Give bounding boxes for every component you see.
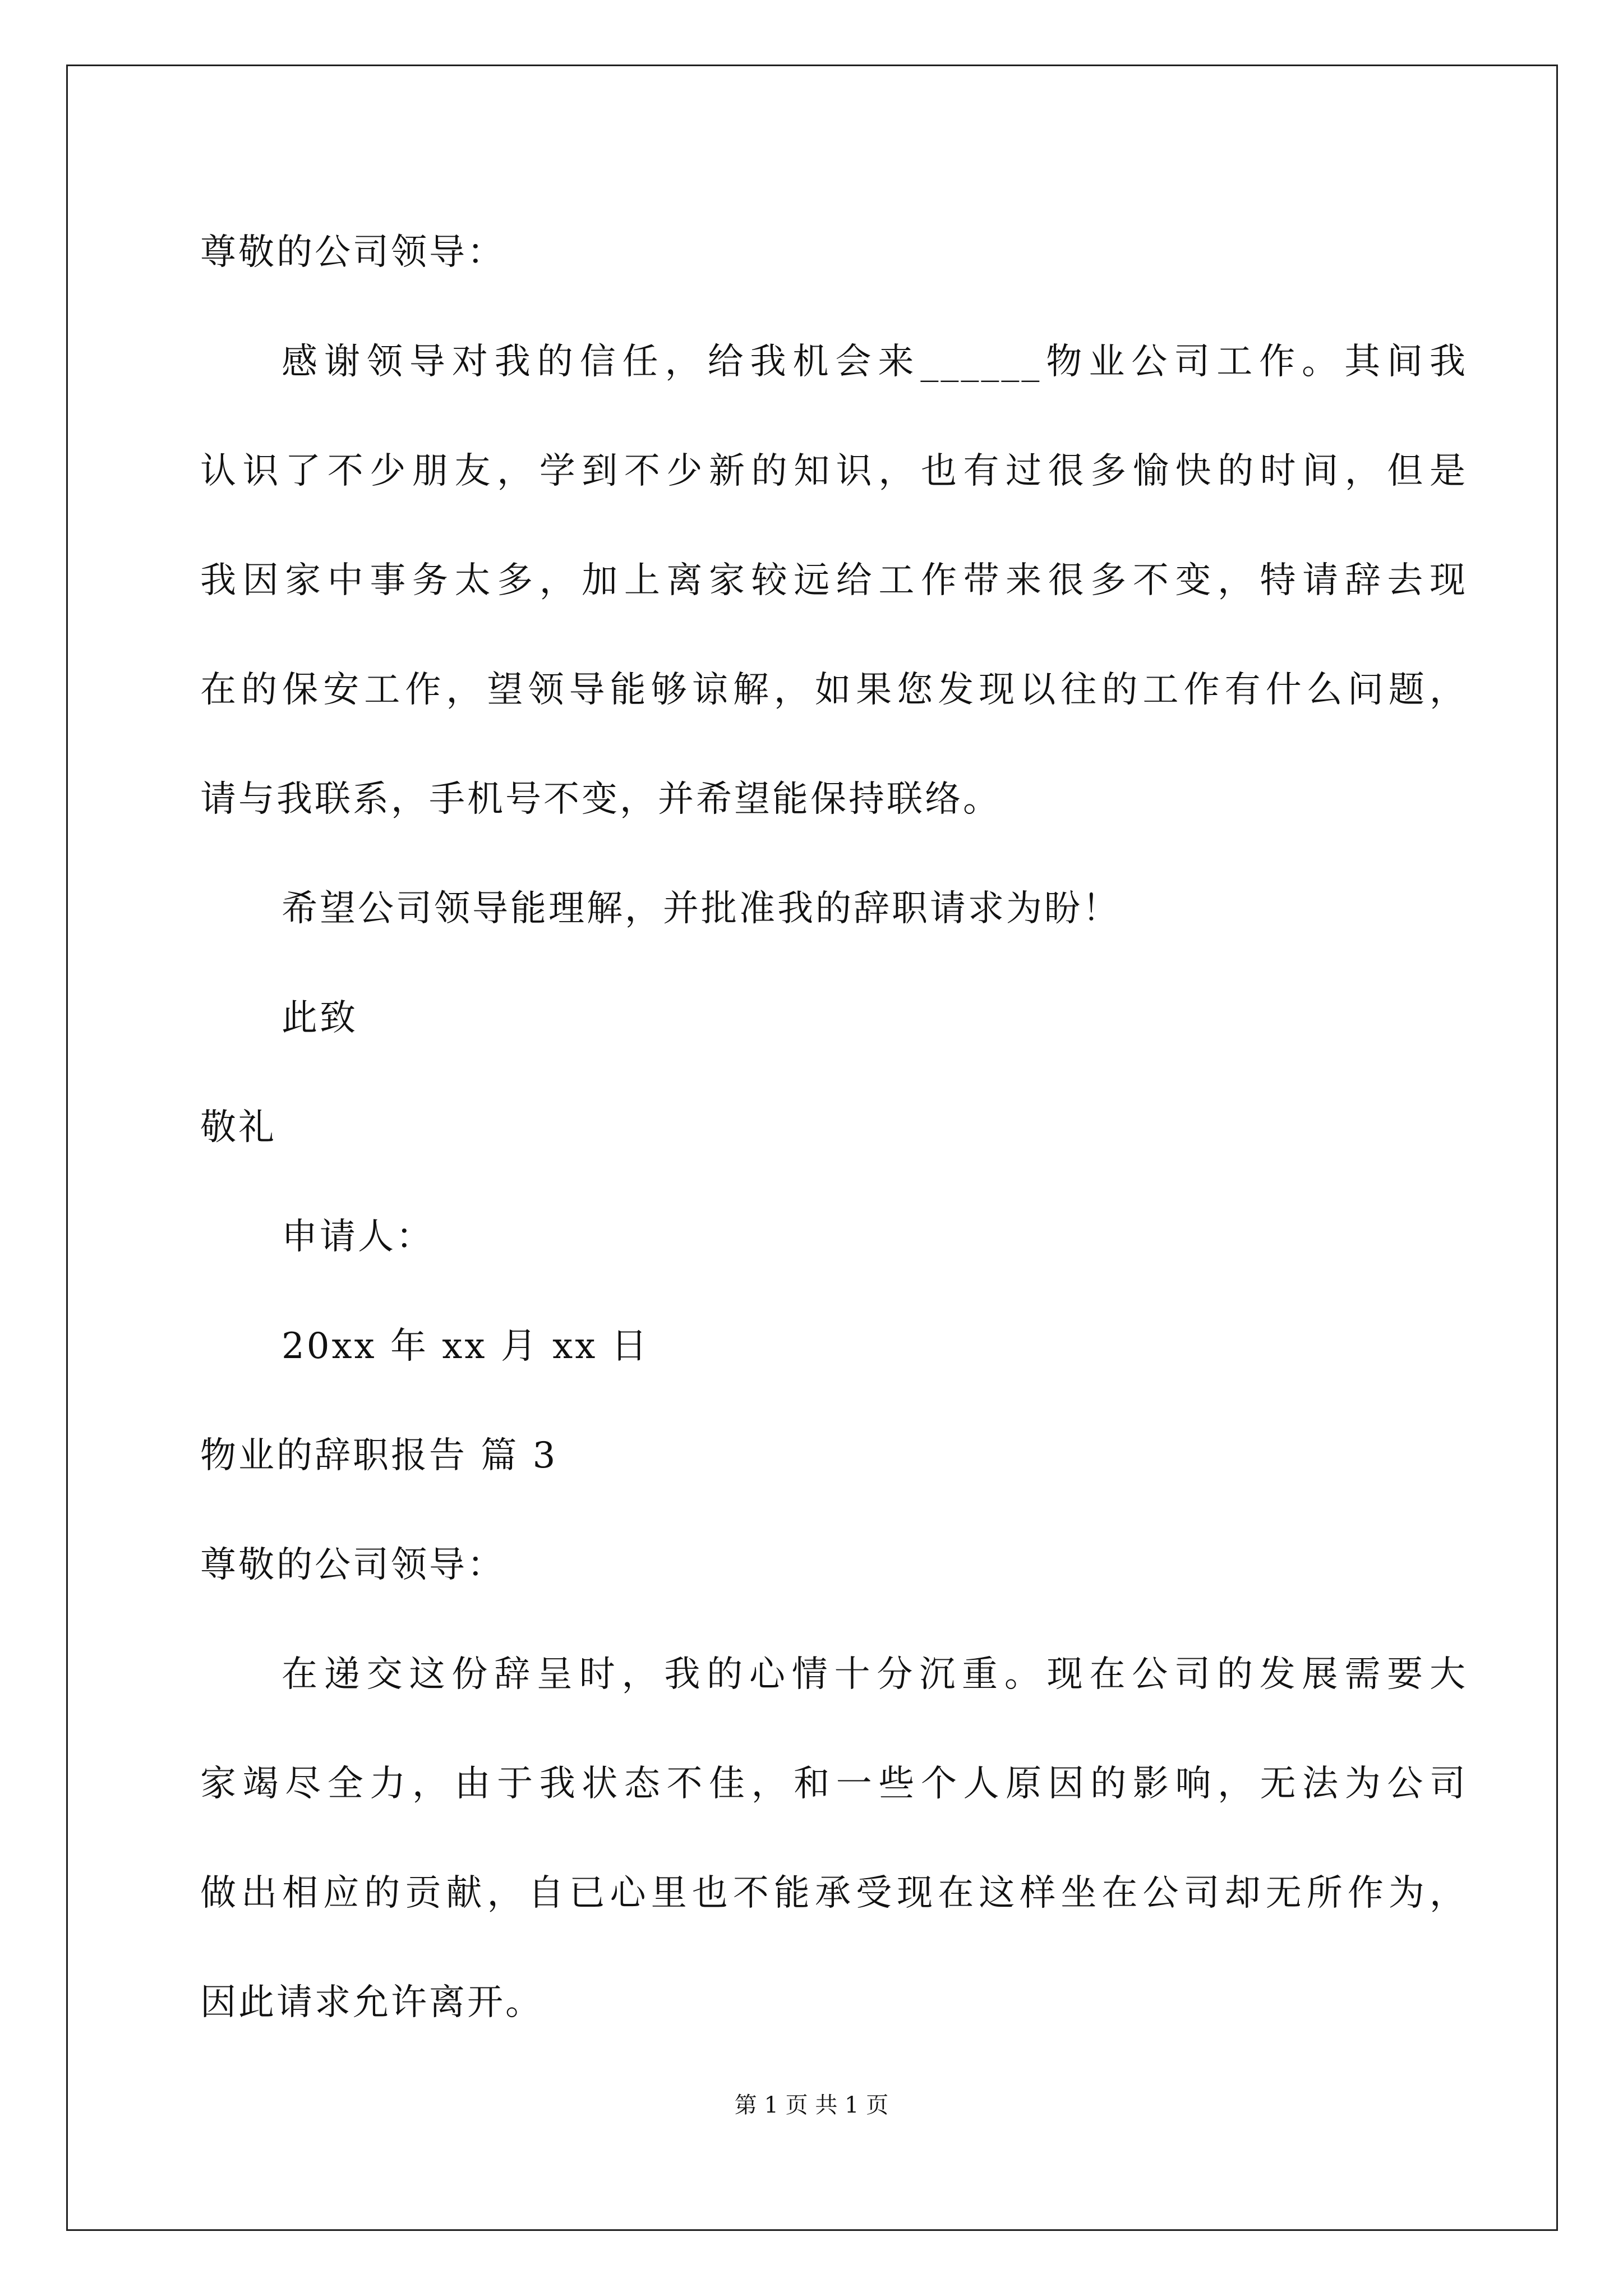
page-footer: 第 1 页 共 1 页 [734, 2092, 889, 2118]
paragraph-2: 希望公司领导能理解，并批准我的辞职请求为盼！ [282, 888, 1121, 930]
salutation: 尊敬的公司领导： [200, 232, 505, 273]
salutation-2: 尊敬的公司领导： [200, 1544, 505, 1586]
paragraph-3-line-4: 因此请求允许离开。 [200, 1982, 543, 2023]
paragraph-3-line-3: 做出相应的贡献，自已心里也不能承受现在这样坐在公司却无所作为， [200, 1872, 1468, 1914]
paragraph-1-line-2: 认识了不少朋友，学到不少新的知识，也有过很多愉快的时间，但是 [200, 450, 1468, 492]
closing-ci-zhi: 此致 [282, 997, 358, 1039]
paragraph-1-line-4: 在的保安工作，望领导能够谅解，如果您发现以往的工作有什么问题， [200, 669, 1468, 711]
section-title: 物业的辞职报告 篇 3 [200, 1435, 558, 1476]
paragraph-1-line-3: 我因家中事务太多，加上离家较远给工作带来很多不变，特请辞去现 [200, 560, 1468, 601]
paragraph-3-line-1: 在递交这份辞呈时，我的心情十分沉重。现在公司的发展需要大 [282, 1654, 1468, 1695]
applicant-label: 申请人： [282, 1216, 434, 1258]
closing-jing-li: 敬礼 [200, 1107, 276, 1148]
paragraph-1-line-5: 请与我联系，手机号不变，并希望能保持联络。 [200, 779, 1001, 820]
paragraph-3-line-2: 家竭尽全力，由于我状态不佳，和一些个人原因的影响，无法为公司 [200, 1763, 1468, 1805]
date-line: 20xx 年 xx 月 xx 日 [282, 1326, 649, 1367]
paragraph-1-line-1: 感谢领导对我的信任，给我机会来______物业公司工作。其间我 [282, 341, 1468, 383]
